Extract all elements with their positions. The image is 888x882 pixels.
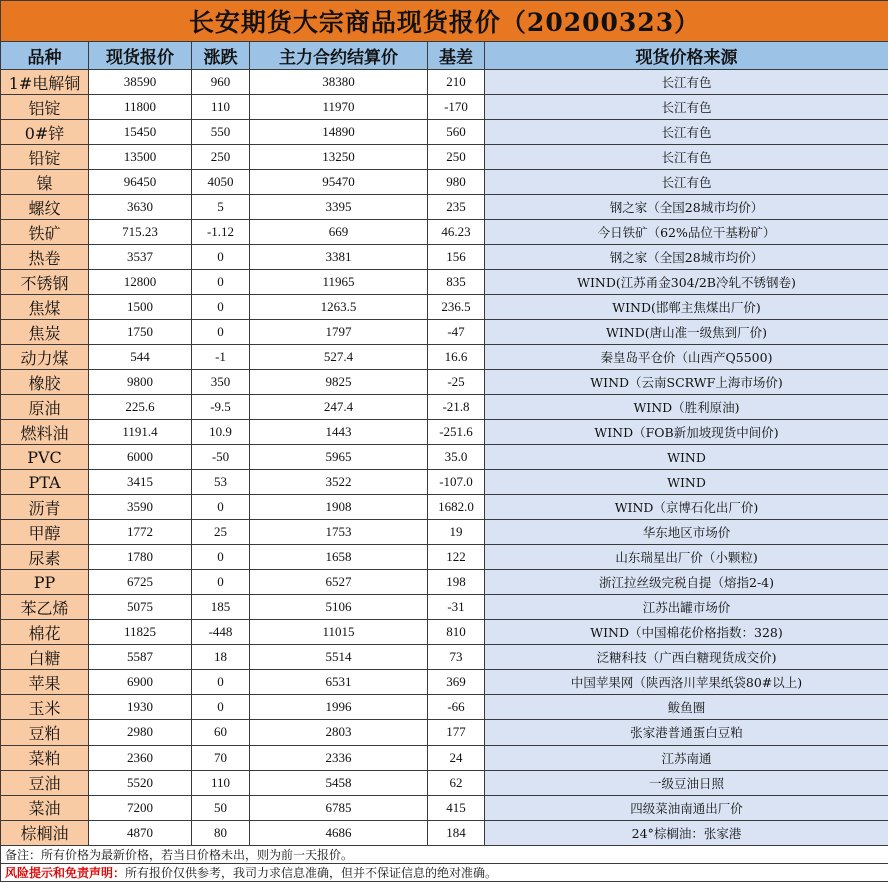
cell-settlement: 5458 <box>250 770 428 795</box>
cell-basis: 184 <box>428 820 485 845</box>
cell-spot-price: 3630 <box>89 195 192 220</box>
cell-variety: 白糖 <box>1 645 89 670</box>
cell-variety: 菜粕 <box>1 745 89 770</box>
table-row <box>1 95 888 120</box>
cell-source: 一级豆油日照 <box>485 770 888 795</box>
column-header-variety: 品种 <box>1 42 89 70</box>
cell-basis: -107.0 <box>428 470 485 495</box>
cell-basis: 156 <box>428 245 485 270</box>
cell-change: 0 <box>192 670 250 695</box>
cell-variety: 镍 <box>1 170 89 195</box>
cell-settlement: 3381 <box>250 245 428 270</box>
cell-variety: 棉花 <box>1 620 89 645</box>
cell-source: 江苏出罐市场价 <box>485 595 888 620</box>
cell-spot-price: 1500 <box>89 295 192 320</box>
cell-basis: 177 <box>428 720 485 745</box>
table-row <box>1 170 888 195</box>
cell-basis: 235 <box>428 195 485 220</box>
cell-variety: 热卷 <box>1 245 89 270</box>
table-row <box>1 570 888 595</box>
cell-source: WIND <box>485 445 888 470</box>
cell-basis: 810 <box>428 620 485 645</box>
cell-change: 80 <box>192 820 250 845</box>
cell-change: 10.9 <box>192 420 250 445</box>
cell-basis: -251.6 <box>428 420 485 445</box>
table-row <box>1 595 888 620</box>
cell-source: 山东瑞星出厂价（小颗粒) <box>485 545 888 570</box>
cell-variety: 棕榈油 <box>1 820 89 845</box>
disclaimer-text: 所有报价仅供参考，我司力求信息准确，但并不保证信息的绝对准确。 <box>125 866 498 880</box>
cell-settlement: 5514 <box>250 645 428 670</box>
cell-change: 60 <box>192 720 250 745</box>
cell-source: 24°棕榈油：张家港 <box>485 820 888 845</box>
cell-variety: 尿素 <box>1 545 89 570</box>
cell-variety: 不锈钢 <box>1 270 89 295</box>
cell-spot-price: 225.6 <box>89 395 192 420</box>
cell-settlement: 1263.5 <box>250 295 428 320</box>
table-row <box>1 245 888 270</box>
cell-change: 185 <box>192 595 250 620</box>
cell-variety: 铝锭 <box>1 95 89 120</box>
cell-variety: 焦炭 <box>1 320 89 345</box>
table-row <box>1 70 888 95</box>
cell-source: 钢之家（全国28城市均价） <box>485 245 888 270</box>
cell-change: -50 <box>192 445 250 470</box>
cell-basis: 24 <box>428 745 485 770</box>
table-row <box>1 545 888 570</box>
cell-spot-price: 1191.4 <box>89 420 192 445</box>
cell-settlement: 9825 <box>250 370 428 395</box>
cell-change: 0 <box>192 545 250 570</box>
table-row <box>1 220 888 245</box>
table-row <box>1 670 888 695</box>
cell-basis: 210 <box>428 70 485 95</box>
cell-source: 长江有色 <box>485 120 888 145</box>
table-row <box>1 620 888 645</box>
cell-variety: PP <box>1 570 89 595</box>
cell-settlement: 1658 <box>250 545 428 570</box>
table-row <box>1 495 888 520</box>
cell-source: WIND（京博石化出厂价) <box>485 495 888 520</box>
table-row <box>1 320 888 345</box>
cell-spot-price: 544 <box>89 345 192 370</box>
cell-source: 张家港普通蛋白豆粕 <box>485 720 888 745</box>
cell-source: 长江有色 <box>485 70 888 95</box>
table-row <box>1 395 888 420</box>
cell-source: 浙江拉丝级完税自提（熔指2-4) <box>485 570 888 595</box>
cell-basis: -21.8 <box>428 395 485 420</box>
cell-change: -9.5 <box>192 395 250 420</box>
cell-settlement: 2336 <box>250 745 428 770</box>
table-row <box>1 770 888 795</box>
cell-spot-price: 3415 <box>89 470 192 495</box>
cell-source: 江苏南通 <box>485 745 888 770</box>
cell-settlement: 38380 <box>250 70 428 95</box>
cell-basis: 62 <box>428 770 485 795</box>
cell-change: 25 <box>192 520 250 545</box>
cell-change: 0 <box>192 295 250 320</box>
cell-change: 110 <box>192 770 250 795</box>
cell-source: 今日铁矿（62%品位干基粉矿） <box>485 220 888 245</box>
cell-spot-price: 6000 <box>89 445 192 470</box>
cell-basis: 415 <box>428 795 485 820</box>
cell-source: WIND（FOB新加坡现货中间价) <box>485 420 888 445</box>
cell-spot-price: 4870 <box>89 820 192 845</box>
cell-settlement: 6527 <box>250 570 428 595</box>
cell-change: 18 <box>192 645 250 670</box>
cell-settlement: 11015 <box>250 620 428 645</box>
cell-basis: 1682.0 <box>428 495 485 520</box>
cell-spot-price: 9800 <box>89 370 192 395</box>
cell-spot-price: 5587 <box>89 645 192 670</box>
column-header-change: 涨跌 <box>192 42 250 70</box>
table-row <box>1 370 888 395</box>
column-header-spot-price: 现货报价 <box>89 42 192 70</box>
cell-spot-price: 6725 <box>89 570 192 595</box>
cell-change: 0 <box>192 320 250 345</box>
cell-source: 四级菜油南通出厂价 <box>485 795 888 820</box>
cell-variety: 橡胶 <box>1 370 89 395</box>
cell-basis: 250 <box>428 145 485 170</box>
cell-settlement: 1797 <box>250 320 428 345</box>
table-row <box>1 420 888 445</box>
cell-settlement: 1908 <box>250 495 428 520</box>
cell-source: WIND（胜利原油) <box>485 395 888 420</box>
cell-basis: 35.0 <box>428 445 485 470</box>
cell-basis: 835 <box>428 270 485 295</box>
cell-basis: -31 <box>428 595 485 620</box>
cell-variety: 焦煤 <box>1 295 89 320</box>
cell-settlement: 1443 <box>250 420 428 445</box>
cell-settlement: 3522 <box>250 470 428 495</box>
cell-basis: 19 <box>428 520 485 545</box>
table-row <box>1 645 888 670</box>
cell-change: 70 <box>192 745 250 770</box>
disclaimer-label: 风险提示和免责声明： <box>5 866 126 880</box>
cell-settlement: 95470 <box>250 170 428 195</box>
cell-settlement: 669 <box>250 220 428 245</box>
cell-spot-price: 13500 <box>89 145 192 170</box>
cell-variety: 苹果 <box>1 670 89 695</box>
cell-spot-price: 11800 <box>89 95 192 120</box>
table-row <box>1 270 888 295</box>
cell-spot-price: 3590 <box>89 495 192 520</box>
cell-settlement: 13250 <box>250 145 428 170</box>
cell-variety: 螺纹 <box>1 195 89 220</box>
cell-settlement: 14890 <box>250 120 428 145</box>
cell-source: 钢之家（全国28城市均价） <box>485 195 888 220</box>
cell-change: 5 <box>192 195 250 220</box>
cell-change: 550 <box>192 120 250 145</box>
footnote: 备注：所有价格为最新价格，若当日价格未出，则为前一天报价。 <box>1 846 888 864</box>
table-row <box>1 520 888 545</box>
cell-source: WIND(唐山准一级焦到厂价) <box>485 320 888 345</box>
cell-spot-price: 2980 <box>89 720 192 745</box>
cell-variety: 甲醇 <box>1 520 89 545</box>
table-row <box>1 795 888 820</box>
cell-spot-price: 2360 <box>89 745 192 770</box>
cell-spot-price: 1750 <box>89 320 192 345</box>
cell-spot-price: 1772 <box>89 520 192 545</box>
cell-settlement: 4686 <box>250 820 428 845</box>
cell-change: -448 <box>192 620 250 645</box>
table-row <box>1 820 888 845</box>
cell-spot-price: 15450 <box>89 120 192 145</box>
table-row <box>1 345 888 370</box>
cell-change: 0 <box>192 245 250 270</box>
cell-basis: -25 <box>428 370 485 395</box>
cell-change: 0 <box>192 495 250 520</box>
table-row <box>1 745 888 770</box>
cell-basis: 236.5 <box>428 295 485 320</box>
cell-source: WIND(邯郸主焦煤出厂价) <box>485 295 888 320</box>
cell-source: WIND(江苏甬金304/2B冷轧不锈钢卷) <box>485 270 888 295</box>
cell-variety: 1#电解铜 <box>1 70 89 95</box>
cell-source: 泛糖科技（广西白糖现货成交价) <box>485 645 888 670</box>
cell-settlement: 1996 <box>250 695 428 720</box>
cell-basis: -66 <box>428 695 485 720</box>
cell-change: -1 <box>192 345 250 370</box>
cell-change: 50 <box>192 795 250 820</box>
table-row <box>1 120 888 145</box>
cell-change: -1.12 <box>192 220 250 245</box>
page-title: 长安期货大宗商品现货报价（20200323） <box>1 1 888 42</box>
table-row <box>1 195 888 220</box>
cell-basis: 16.6 <box>428 345 485 370</box>
cell-settlement: 6785 <box>250 795 428 820</box>
cell-basis: -170 <box>428 95 485 120</box>
cell-settlement: 11965 <box>250 270 428 295</box>
cell-basis: 198 <box>428 570 485 595</box>
cell-basis: 122 <box>428 545 485 570</box>
cell-source: 秦皇岛平仓价（山西产Q5500) <box>485 345 888 370</box>
cell-source: WIND（云南SCRWF上海市场价) <box>485 370 888 395</box>
table-row <box>1 145 888 170</box>
cell-basis: 46.23 <box>428 220 485 245</box>
cell-variety: 豆油 <box>1 770 89 795</box>
cell-variety: 原油 <box>1 395 89 420</box>
cell-variety: 沥青 <box>1 495 89 520</box>
cell-change: 0 <box>192 695 250 720</box>
table-row <box>1 445 888 470</box>
cell-change: 53 <box>192 470 250 495</box>
cell-settlement: 3395 <box>250 195 428 220</box>
cell-settlement: 11970 <box>250 95 428 120</box>
cell-settlement: 5106 <box>250 595 428 620</box>
cell-spot-price: 7200 <box>89 795 192 820</box>
column-header-basis: 基差 <box>428 42 485 70</box>
cell-variety: 动力煤 <box>1 345 89 370</box>
cell-source: WIND <box>485 470 888 495</box>
cell-variety: PTA <box>1 470 89 495</box>
cell-change: 350 <box>192 370 250 395</box>
cell-variety: 0#锌 <box>1 120 89 145</box>
column-header-settlement: 主力合约结算价 <box>250 42 428 70</box>
cell-settlement: 1753 <box>250 520 428 545</box>
table-row <box>1 470 888 495</box>
cell-variety: PVC <box>1 445 89 470</box>
cell-variety: 苯乙烯 <box>1 595 89 620</box>
table-row <box>1 720 888 745</box>
cell-source: 长江有色 <box>485 145 888 170</box>
cell-change: 0 <box>192 270 250 295</box>
cell-basis: -47 <box>428 320 485 345</box>
cell-source: 华东地区市场价 <box>485 520 888 545</box>
cell-source: 长江有色 <box>485 170 888 195</box>
cell-change: 960 <box>192 70 250 95</box>
cell-source: 长江有色 <box>485 95 888 120</box>
cell-spot-price: 5075 <box>89 595 192 620</box>
cell-settlement: 5965 <box>250 445 428 470</box>
cell-source: 鲅鱼圈 <box>485 695 888 720</box>
cell-spot-price: 6900 <box>89 670 192 695</box>
cell-spot-price: 38590 <box>89 70 192 95</box>
cell-settlement: 247.4 <box>250 395 428 420</box>
cell-spot-price: 715.23 <box>89 220 192 245</box>
cell-spot-price: 12800 <box>89 270 192 295</box>
cell-source: 中国苹果网（陕西洛川苹果纸袋80#以上) <box>485 670 888 695</box>
cell-source: WIND（中国棉花价格指数：328) <box>485 620 888 645</box>
disclaimer <box>1 864 888 882</box>
cell-change: 250 <box>192 145 250 170</box>
cell-basis: 73 <box>428 645 485 670</box>
cell-spot-price: 1930 <box>89 695 192 720</box>
table-row <box>1 295 888 320</box>
cell-basis: 369 <box>428 670 485 695</box>
cell-basis: 980 <box>428 170 485 195</box>
cell-variety: 燃料油 <box>1 420 89 445</box>
cell-change: 4050 <box>192 170 250 195</box>
cell-spot-price: 5520 <box>89 770 192 795</box>
cell-spot-price: 1780 <box>89 545 192 570</box>
table-row <box>1 695 888 720</box>
cell-settlement: 527.4 <box>250 345 428 370</box>
cell-variety: 菜油 <box>1 795 89 820</box>
cell-change: 110 <box>192 95 250 120</box>
column-header-source: 现货价格来源 <box>485 42 888 70</box>
cell-variety: 豆粕 <box>1 720 89 745</box>
cell-settlement: 2803 <box>250 720 428 745</box>
cell-spot-price: 96450 <box>89 170 192 195</box>
cell-change: 0 <box>192 570 250 595</box>
cell-variety: 铅锭 <box>1 145 89 170</box>
cell-basis: 560 <box>428 120 485 145</box>
cell-spot-price: 11825 <box>89 620 192 645</box>
header-row <box>1 42 888 70</box>
cell-variety: 铁矿 <box>1 220 89 245</box>
cell-spot-price: 3537 <box>89 245 192 270</box>
cell-settlement: 6531 <box>250 670 428 695</box>
cell-variety: 玉米 <box>1 695 89 720</box>
